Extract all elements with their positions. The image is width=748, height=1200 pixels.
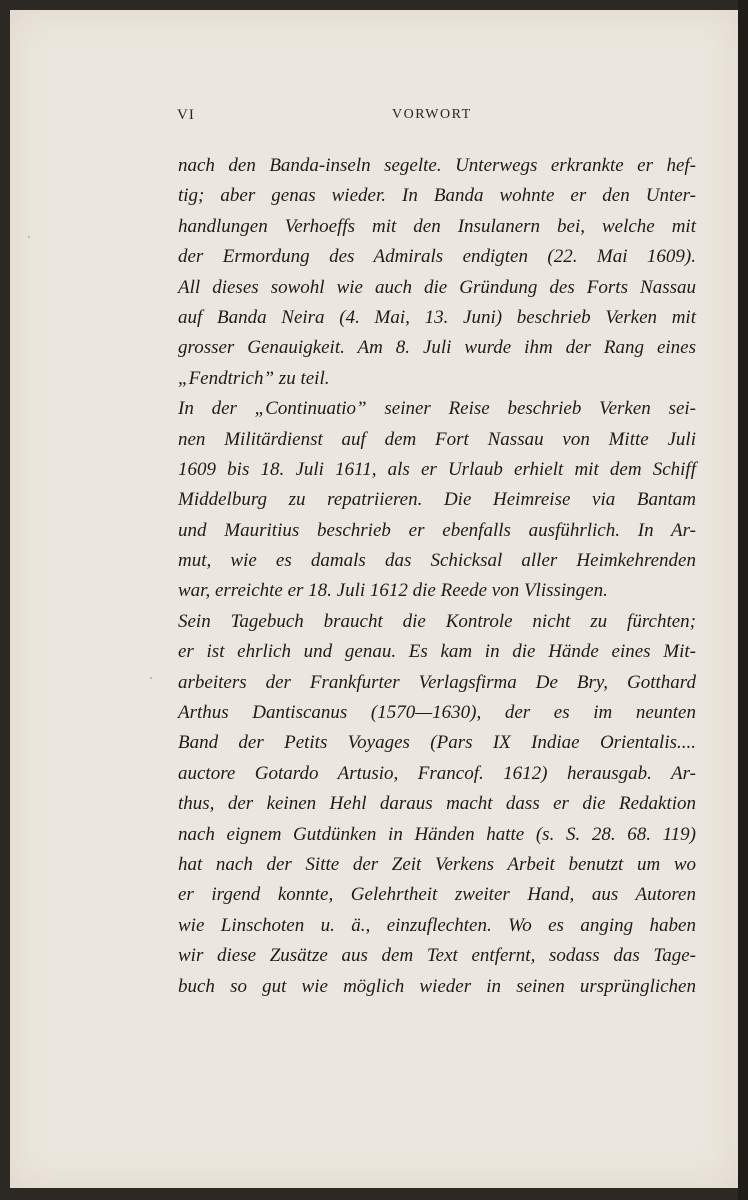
- text-line: mut, wie es damals das Schicksal aller Heimkehrenden: [178, 550, 696, 572]
- text-line: wir diese Zusätze aus dem Text entfernt, sodass das Tage-: [178, 945, 696, 967]
- text-line: auf Banda Neira (4. Mai, 13. Juni) beschrieb Verken mit: [178, 306, 696, 328]
- text-line: Sein Tagebuch braucht die Kontrole nicht zu fürchten;: [178, 610, 696, 632]
- text-line: hat nach der Sitte der Zeit Verkens Arbeit benutzt um wo: [178, 853, 696, 875]
- text-line: „Fendtrich” zu teil.: [178, 367, 330, 389]
- text-line: In der „Continuatio” seiner Reise beschrieb Verken sei-: [178, 398, 696, 420]
- text-line: Arthus Dantiscanus (1570—1630), der es im neunten: [178, 702, 696, 724]
- text-line: Middelburg zu repatriieren. Die Heimreise via Bantam: [178, 489, 696, 511]
- text-line: arbeiters der Frankfurter Verlagsfirma De Bry, Gotthard: [178, 671, 696, 693]
- text-line: auctore Gotardo Artusio, Francof. 1612) herausgab. Ar-: [178, 762, 696, 784]
- margin-speck: [28, 236, 30, 238]
- text-line: nach eignem Gutdünken in Händen hatte (s. S. 28. 68. 119): [178, 823, 696, 845]
- text-line: nach den Banda-inseln segelte. Unterwegs erkrankte er hef-: [178, 155, 696, 176]
- text-line: wie Linschoten u. ä., einzuflechten. Wo es anging haben: [178, 914, 696, 936]
- text-line: er irgend konnte, Gelehrtheit zweiter Hand, aus Autoren: [178, 884, 696, 906]
- page-number: VI: [177, 107, 195, 123]
- text-line: nen Militärdienst auf dem Fort Nassau von Mitte Juli: [178, 428, 696, 450]
- text-line: der Ermordung des Admirals endigten (22. Mai 1609).: [178, 246, 696, 268]
- text-line: war, erreichte er 18. Juli 1612 die Reede von Vlissingen.: [178, 580, 608, 602]
- margin-speck: [150, 677, 152, 679]
- text-line: grosser Genauigkeit. Am 8. Juli wurde ihm der Rang eines: [178, 337, 696, 359]
- scan-edge: [738, 0, 748, 1200]
- text-line: Band der Petits Voyages (Pars IX Indiae Orientalis....: [178, 732, 696, 754]
- page-header: [167, 107, 697, 131]
- text-line: thus, der keinen Hehl daraus macht dass er die Redaktion: [178, 793, 696, 815]
- text-line: buch so gut wie möglich wieder in seinen ursprünglichen: [178, 975, 696, 997]
- text-line: All dieses sowohl wie auch die Gründung des Forts Nassau: [178, 276, 696, 298]
- body-text: [178, 151, 696, 1002]
- text-line: er ist ehrlich und genau. Es kam in die Hände eines Mit-: [178, 641, 696, 663]
- text-line: und Mauritius beschrieb er ebenfalls ausführlich. In Ar-: [178, 519, 696, 541]
- text-line: tig; aber genas wieder. In Banda wohnte er den Unter-: [178, 185, 696, 207]
- text-line: 1609 bis 18. Juli 1611, als er Urlaub erhielt mit dem Schiff: [178, 458, 696, 480]
- running-title: VORWORT: [392, 107, 472, 122]
- text-line: handlungen Verhoeffs mit den Insulanern bei, welche mit: [178, 215, 696, 237]
